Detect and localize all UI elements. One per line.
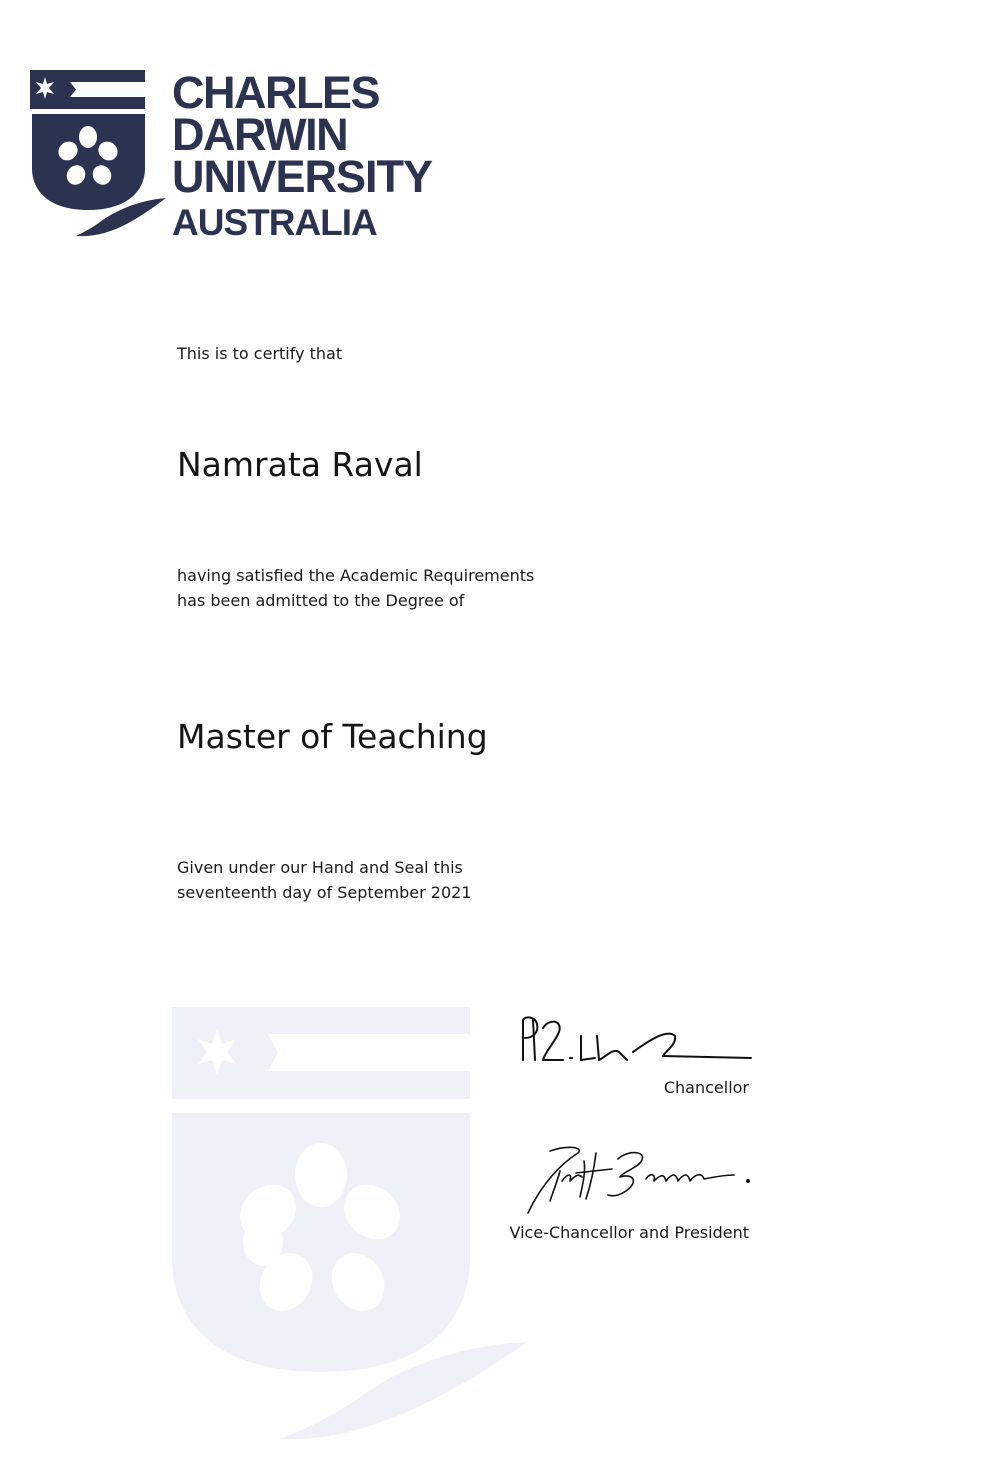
- cdu-shield-watermark-icon: [170, 1007, 530, 1447]
- recipient-name: Namrata Raval: [177, 445, 423, 484]
- logo-word-darwin: DARWIN: [172, 109, 348, 160]
- requirements-line-2: has been admitted to the Degree of: [177, 591, 465, 610]
- vice-chancellor-title: Vice-Chancellor and President: [509, 1223, 749, 1242]
- given-line-1: Given under our Hand and Seal this: [177, 858, 463, 877]
- chancellor-signature: [515, 1012, 755, 1072]
- cdu-shield-watermark: [170, 1007, 530, 1451]
- degree-title: Master of Teaching: [177, 717, 488, 756]
- requirements-line-1: having satisfied the Academic Requirements: [177, 566, 535, 585]
- logo-word-university: UNIVERSITY: [172, 151, 433, 202]
- university-logo: [30, 67, 500, 243]
- chancellor-title: Chancellor: [663, 1078, 749, 1097]
- logo-word-australia: AUSTRALIA: [172, 202, 377, 243]
- given-line-2: seventeenth day of September 2021: [177, 883, 472, 902]
- logo-word-charles: CHARLES: [172, 67, 380, 118]
- vice-chancellor-signature: [522, 1143, 754, 1223]
- certify-intro: This is to certify that: [177, 344, 343, 363]
- cdu-shield-icon: [30, 70, 170, 242]
